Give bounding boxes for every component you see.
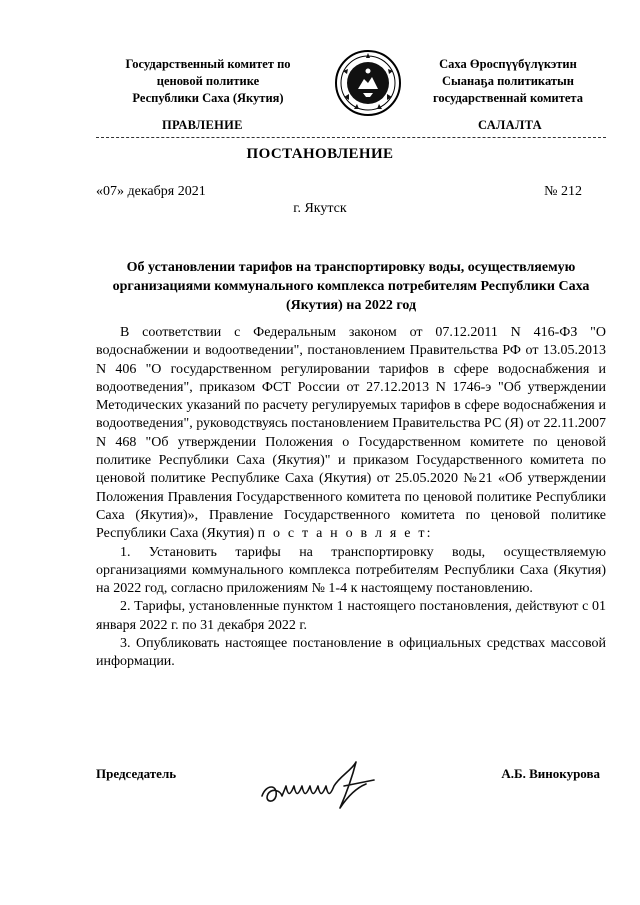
document-subject: Об установлении тарифов на транспортировку воды, осуществляемую организациями коммунального комплекса потребителям Республики Саха (Якутия) на 2022 год (112, 260, 590, 313)
issuer-line: государственнай комитета (433, 91, 583, 105)
handwritten-signature (256, 756, 386, 816)
decree-item: 2. Тарифы, установленные пунктом 1 настоящего постановления, действуют с 01 января 2022 г. по 31 декабря 2022 г. (96, 599, 606, 633)
document-title: ПОСТАНОВЛЕНИЕ (246, 146, 394, 162)
department-sakha: САЛАЛТА (478, 118, 542, 132)
document-body (96, 324, 606, 672)
issuer-name-russian (98, 56, 318, 107)
issuer-line: Саха Өроспүүбүлүкэтин (439, 57, 577, 71)
issuer-line: Сыанаҕа политикатын (442, 74, 574, 88)
document-date: «07» декабря 2021 (96, 184, 206, 199)
decree-item: 3. Опубликовать настоящее постановление в официальных средствах массовой информации. (96, 636, 606, 670)
document-number: № 212 (544, 184, 582, 199)
issuer-line: ценовой политике (156, 74, 260, 88)
issuer-line: Республики Саха (Якутия) (132, 91, 284, 105)
document-city: г. Якутск (293, 201, 347, 216)
decree-item: 1. Установить тарифы на транспортировку воды, осуществляемую организациями коммунального комплекса потребителям Республики Саха (Якутия) на 2022 год, согласно приложениям № 1-4 к настоящему постановлению. (96, 544, 606, 597)
signer-name: А.Б. Винокурова (501, 766, 600, 781)
decree-word: п о с т а н о в л я е т: (257, 526, 433, 542)
header-divider (96, 137, 606, 138)
coat-of-arms-icon (334, 49, 402, 117)
issuer-name-sakha (408, 56, 608, 107)
preamble-paragraph (96, 324, 606, 544)
issuer-line: Государственный комитет по (125, 57, 291, 71)
signer-role: Председатель (96, 766, 177, 781)
preamble-text: В соответствии с Федеральным законом от 07.12.2011 N 416-ФЗ "О водоснабжении и водоотведении", постановлением Правительства РФ от 13.05.2013 N 406 "О государственном регулировании тарифов в сфере водоснабжения и водоотведения", приказом ФСТ России от 27.12.2013 N 1746-э "Об утверждении Методических указаний по расчету регулируемых тарифов в сфере водоснабжения и водоотведения", руководствуясь постановлением Правительства РС (Я) от 22.11.2007 N 468 "Об утверждении Положения о Государственном комитете по ценовой политике Республики Саха (Якутия)" и приказом Государственного комитета по ценовой политике Республике Саха (Якутия) от 25.05.2020 №21 «Об утверждении Положения Правления Государственного комитета по ценовой политике Республики Саха (Якутия)», Правление Государственного комитета по ценовой политике Республики Саха (Якутия) (96, 325, 606, 542)
department-russian: ПРАВЛЕНИЕ (162, 118, 243, 132)
